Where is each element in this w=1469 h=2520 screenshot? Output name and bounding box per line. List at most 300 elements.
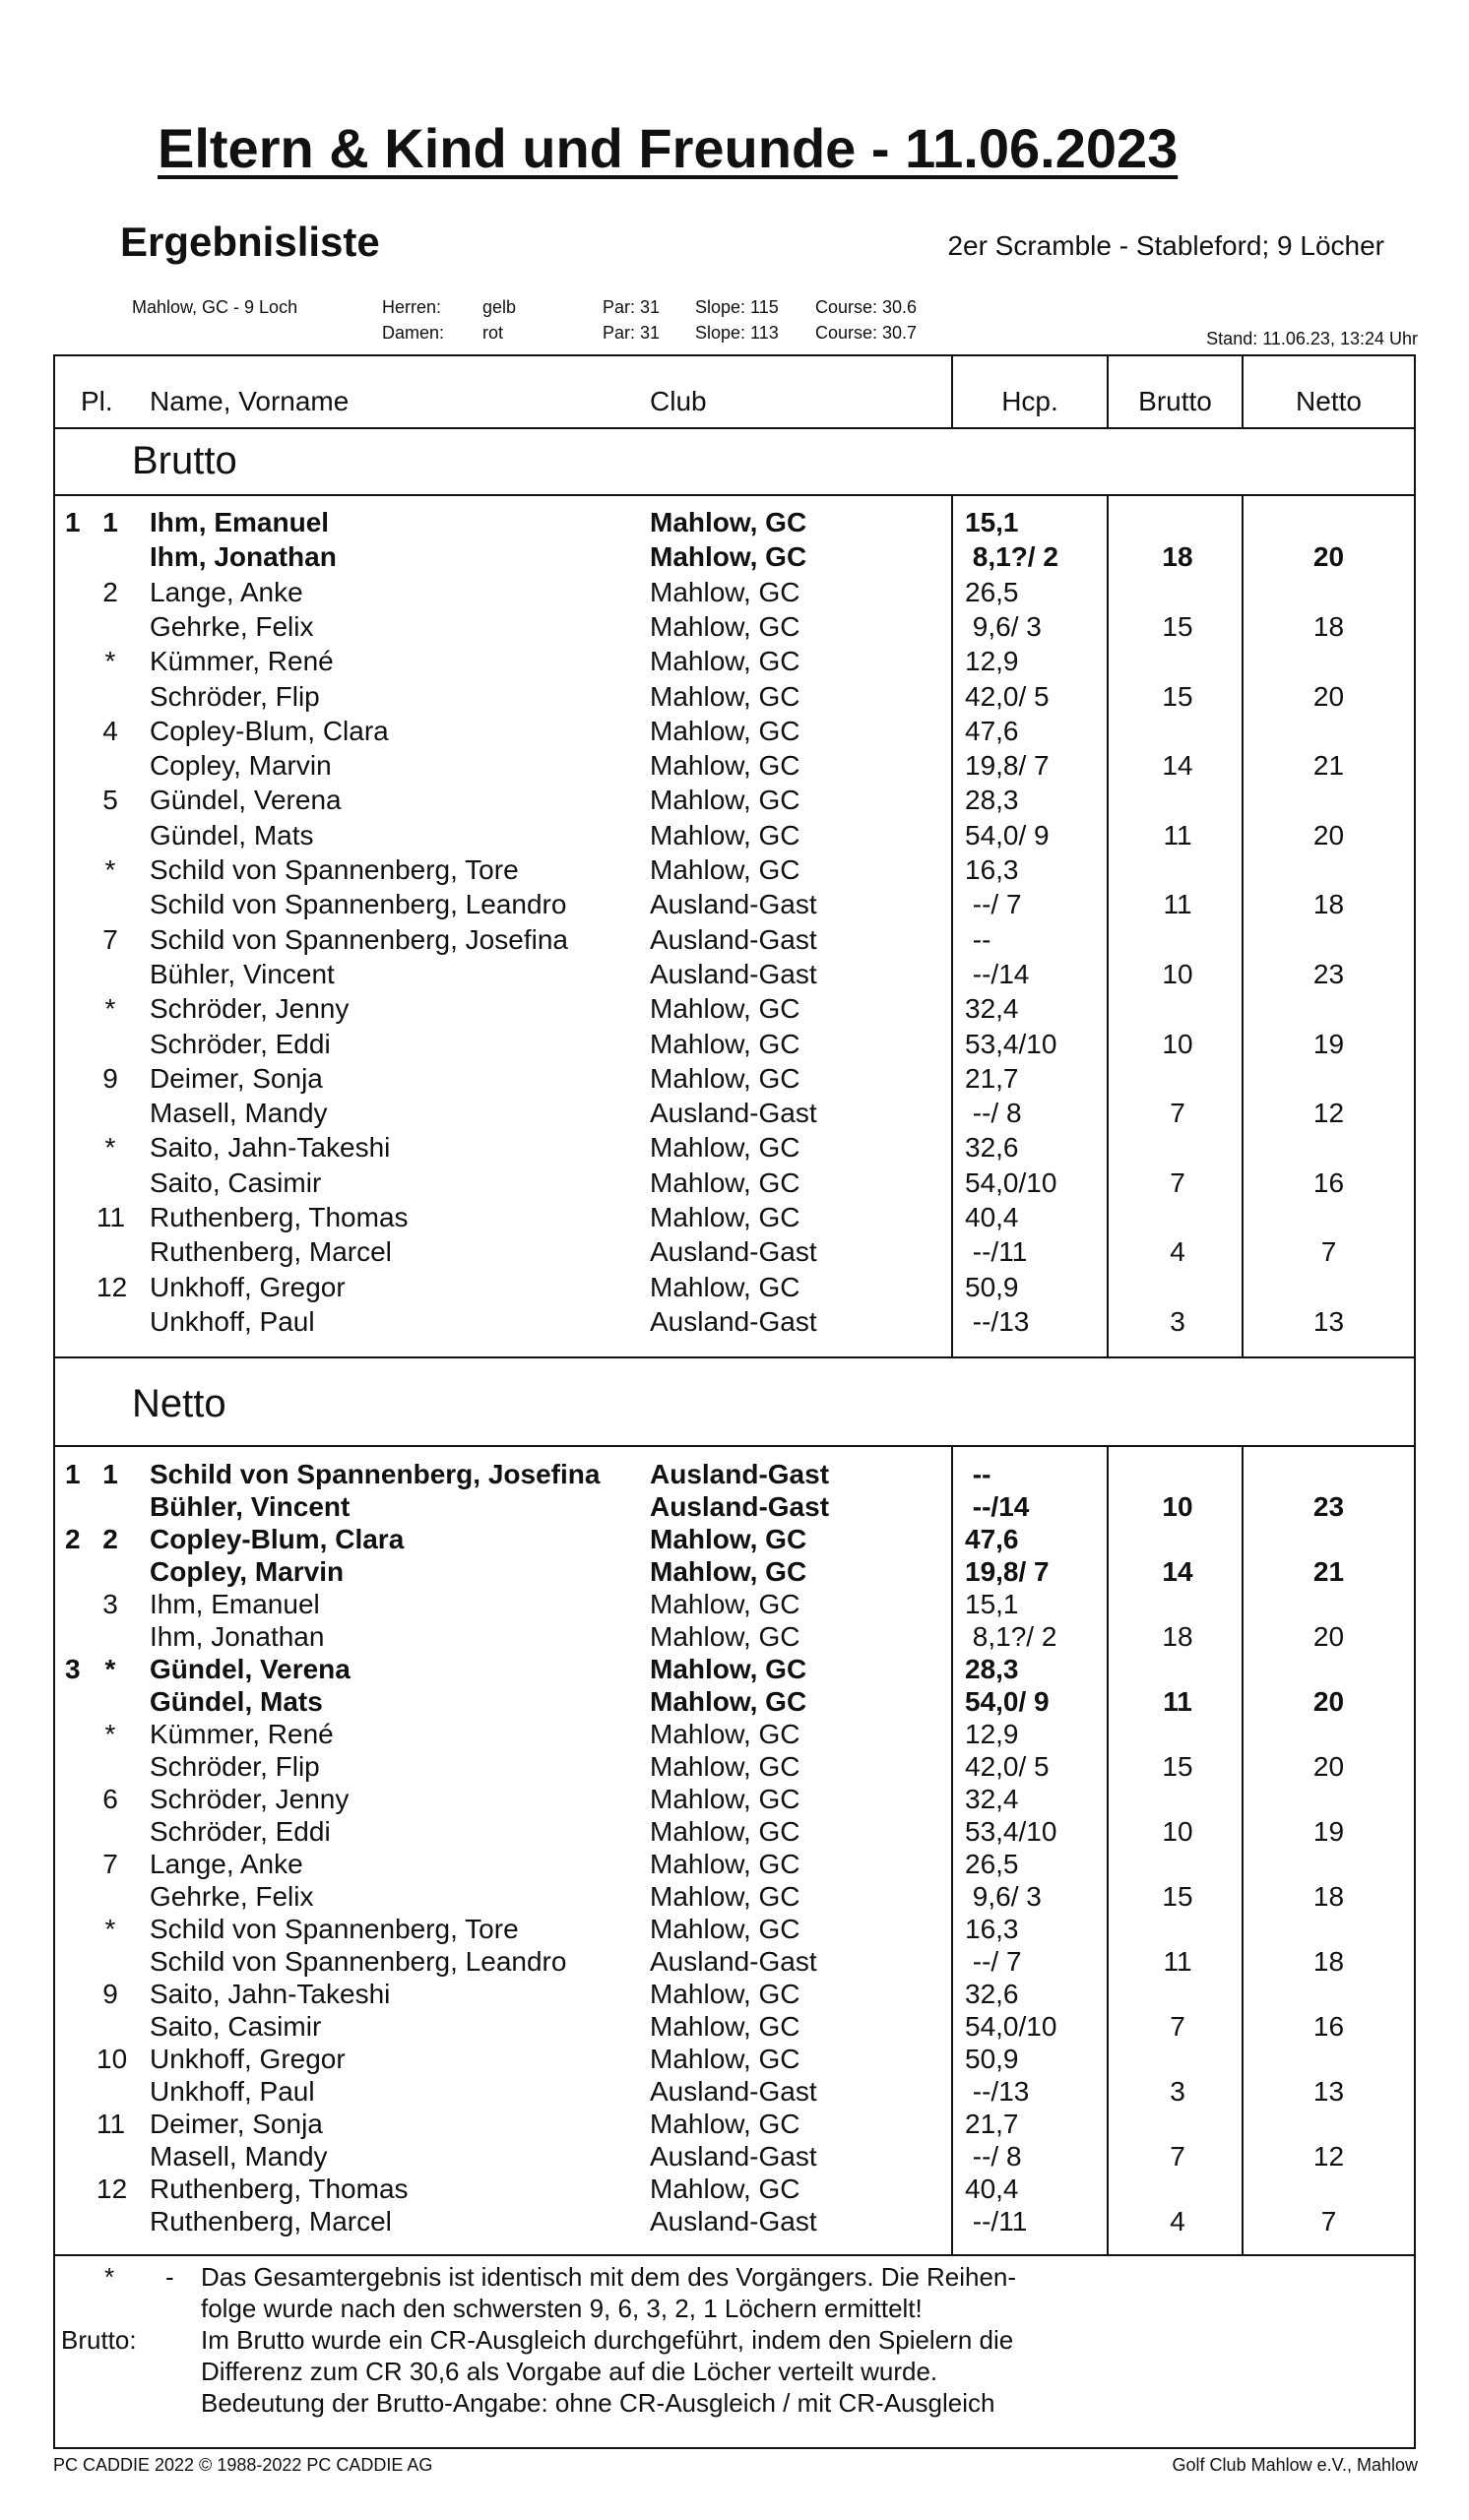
table-row	[55, 959, 1414, 993]
netto-score: 18	[1312, 1946, 1345, 1977]
netto-score: 20	[1312, 680, 1345, 712]
table-row	[55, 993, 1414, 1028]
table-row	[55, 854, 1414, 889]
rank-label: 2	[102, 1524, 118, 1554]
rank-label: 12	[96, 2174, 128, 2204]
club-name: Mahlow, GC	[650, 1654, 807, 1684]
brutto-score: 7	[1170, 1098, 1185, 1129]
table-row	[55, 1881, 1414, 1916]
rank-label: 1	[102, 1459, 118, 1489]
netto-score: 12	[1312, 2141, 1345, 2172]
player-name: Unkhoff, Paul	[150, 1305, 315, 1337]
note-brutto-line: Im Brutto wurde ein CR-Ausgleich durchgeführt, indem den Spielern die	[201, 2325, 1014, 2355]
netto-score: 20	[1312, 1751, 1345, 1782]
club-name: Mahlow, GC	[650, 507, 807, 537]
table-row	[55, 1272, 1414, 1306]
place-label: 3	[65, 1654, 81, 1684]
table-row	[55, 2109, 1414, 2143]
table-row	[55, 716, 1414, 750]
brutto-score: 15	[1162, 1751, 1193, 1782]
rank-label: *	[104, 993, 116, 1025]
handicap-value: 8,1?/ 2	[965, 541, 1058, 573]
rank-label: *	[104, 646, 116, 677]
handicap-value: --/11	[965, 2206, 1028, 2236]
table-row	[55, 2206, 1414, 2240]
header-club: Club	[650, 386, 707, 416]
place-label: 2	[65, 1524, 81, 1554]
table-row	[55, 1029, 1414, 1063]
rank-label: *	[104, 854, 116, 885]
club-name: Mahlow, GC	[650, 1524, 807, 1554]
player-name: Ihm, Jonathan	[150, 541, 337, 573]
table-row	[55, 2174, 1414, 2208]
player-name: Saito, Casimir	[150, 2011, 322, 2042]
handicap-value: --	[965, 923, 991, 955]
club-name: Ausland-Gast	[650, 1098, 817, 1129]
club-name: Mahlow, GC	[650, 1914, 800, 1944]
player-name: Schild von Spannenberg, Tore	[150, 854, 519, 885]
table-row	[55, 1063, 1414, 1098]
player-name: Saito, Jahn-Takeshi	[150, 1132, 391, 1164]
table-row	[55, 1979, 1414, 2013]
note-star-line: Das Gesamtergebnis ist identisch mit dem des Vorgängers. Die Reihen-	[201, 2262, 1017, 2292]
rank-label: *	[104, 1719, 116, 1749]
club-name: Ausland-Gast	[650, 1236, 817, 1268]
player-name: Schild von Spannenberg, Josefina	[150, 1459, 601, 1489]
club-name: Mahlow, GC	[650, 1166, 800, 1198]
netto-score: 23	[1312, 958, 1345, 989]
club-name: Mahlow, GC	[650, 819, 800, 850]
table-row	[55, 1621, 1414, 1656]
player-name: Gündel, Verena	[150, 785, 342, 816]
netto-score: 16	[1312, 2011, 1345, 2042]
player-name: Bühler, Vincent	[150, 958, 335, 989]
handicap-value: 54,0/10	[965, 1166, 1057, 1198]
player-name: Unkhoff, Gregor	[150, 2044, 346, 2074]
netto-score: 18	[1312, 889, 1345, 920]
club-name: Mahlow, GC	[650, 576, 800, 607]
club-name: Mahlow, GC	[650, 1132, 800, 1164]
player-name: Ihm, Emanuel	[150, 1589, 320, 1619]
table-row	[55, 2141, 1414, 2175]
player-name: Ihm, Emanuel	[150, 507, 330, 537]
handicap-value: 53,4/10	[965, 1816, 1057, 1847]
rank-label: 9	[102, 1062, 118, 1094]
handicap-value: --/14	[965, 958, 1030, 989]
brutto-score: 14	[1162, 1556, 1193, 1587]
club-name: Ausland-Gast	[650, 1946, 817, 1977]
club-name: Mahlow, GC	[650, 1028, 800, 1059]
men-course-rating: Course: 30.6	[815, 297, 918, 317]
table-row	[55, 611, 1414, 646]
club-name: Mahlow, GC	[650, 2011, 800, 2042]
player-name: Schröder, Eddi	[150, 1028, 331, 1059]
player-name: Lange, Anke	[150, 576, 303, 607]
club-name: Mahlow, GC	[650, 646, 800, 677]
handicap-value: 26,5	[965, 1849, 1019, 1879]
table-row	[55, 1849, 1414, 1883]
table-row	[55, 1686, 1414, 1721]
handicap-value: 28,3	[965, 1654, 1019, 1684]
player-name: Saito, Casimir	[150, 1166, 322, 1198]
footer-software: PC CADDIE 2022 © 1988-2022 PC CADDIE AG	[53, 2455, 433, 2475]
player-name: Lange, Anke	[150, 1849, 303, 1879]
club-name: Mahlow, GC	[650, 1686, 807, 1717]
table-row	[55, 1946, 1414, 1981]
header-name: Name, Vorname	[150, 386, 350, 416]
handicap-value: 9,6/ 3	[965, 610, 1042, 642]
club-name: Mahlow, GC	[650, 1271, 800, 1302]
rank-label: 9	[102, 1979, 118, 2009]
club-name: Mahlow, GC	[650, 2044, 800, 2074]
rank-label: 4	[102, 715, 118, 746]
note-brutto-line: Bedeutung der Brutto-Angabe: ohne CR-Ausgleich / mit CR-Ausgleich	[201, 2388, 995, 2418]
club-name: Ausland-Gast	[650, 1305, 817, 1337]
table-row	[55, 924, 1414, 959]
page-subtitle: Ergebnisliste	[120, 219, 380, 265]
club-name: Mahlow, GC	[650, 1719, 800, 1749]
club-name: Mahlow, GC	[650, 2174, 800, 2204]
brutto-score: 15	[1162, 1881, 1193, 1912]
rank-label: *	[104, 1914, 116, 1944]
handicap-value: 19,8/ 7	[965, 1556, 1050, 1587]
note-star-label: *	[104, 2262, 115, 2292]
place-label: 1	[65, 1459, 81, 1489]
header-hcp: Hcp.	[1001, 386, 1058, 416]
women-par: Par: 31	[603, 323, 661, 343]
club-name: Mahlow, GC	[650, 1881, 800, 1912]
handicap-value: --/14	[965, 1491, 1030, 1522]
netto-score: 16	[1312, 1166, 1345, 1198]
club-name: Mahlow, GC	[650, 1979, 800, 2009]
netto-score: 19	[1312, 1028, 1345, 1059]
brutto-score: 15	[1162, 680, 1193, 712]
handicap-value: 32,4	[965, 993, 1019, 1025]
rank-label: 11	[96, 2109, 126, 2139]
handicap-value: --/ 8	[965, 1098, 1022, 1129]
rank-label: *	[104, 1654, 116, 1684]
table-row	[55, 681, 1414, 716]
brutto-score: 7	[1170, 2011, 1185, 2042]
note-star-dash: -	[165, 2262, 174, 2292]
table-row	[55, 1914, 1414, 1948]
table-row	[55, 889, 1414, 923]
handicap-value: 53,4/10	[965, 1028, 1057, 1059]
club-name: Mahlow, GC	[650, 2109, 800, 2139]
handicap-value: 47,6	[965, 715, 1019, 746]
brutto-score: 3	[1170, 2076, 1185, 2107]
player-name: Schröder, Jenny	[150, 1784, 350, 1814]
handicap-value: 42,0/ 5	[965, 680, 1050, 712]
player-name: Kümmer, René	[150, 1719, 334, 1749]
player-name: Ruthenberg, Marcel	[150, 1236, 392, 1268]
handicap-value: 26,5	[965, 576, 1019, 607]
netto-score: 21	[1312, 750, 1345, 782]
club-name: Ausland-Gast	[650, 2076, 817, 2107]
handicap-value: --/11	[965, 1236, 1028, 1268]
men-slope: Slope: 115	[695, 297, 779, 317]
handicap-value: 8,1?/ 2	[965, 1621, 1057, 1652]
brutto-score: 14	[1162, 750, 1193, 782]
table-row	[55, 1098, 1414, 1132]
club-name: Ausland-Gast	[650, 958, 817, 989]
table-row	[55, 1816, 1414, 1851]
club-name: Mahlow, GC	[650, 1621, 800, 1652]
table-row	[55, 750, 1414, 785]
handicap-value: 21,7	[965, 1062, 1019, 1094]
handicap-value: --/13	[965, 1305, 1030, 1337]
table-row	[55, 1524, 1414, 1558]
brutto-score: 10	[1162, 958, 1193, 989]
club-name: Ausland-Gast	[650, 2206, 817, 2236]
club-name: Mahlow, GC	[650, 715, 800, 746]
rank-label: 1	[102, 507, 118, 537]
handicap-value: 54,0/10	[965, 2011, 1057, 2042]
netto-score: 7	[1320, 1236, 1337, 1268]
player-name: Unkhoff, Gregor	[150, 1271, 346, 1302]
footer-club: Golf Club Mahlow e.V., Mahlow	[1172, 2455, 1418, 2475]
brutto-score: 10	[1162, 1816, 1193, 1847]
brutto-score: 4	[1170, 1236, 1185, 1268]
brutto-score: 11	[1163, 889, 1192, 920]
handicap-value: 32,6	[965, 1132, 1019, 1164]
men-label: Herren:	[382, 297, 442, 317]
player-name: Copley-Blum, Clara	[150, 1524, 405, 1554]
handicap-value: 50,9	[965, 1271, 1019, 1302]
note-brutto-label: Brutto:	[61, 2325, 137, 2355]
table-row	[55, 577, 1414, 611]
women-slope: Slope: 113	[695, 323, 779, 343]
player-name: Schröder, Flip	[150, 1751, 320, 1782]
player-name: Ruthenberg, Thomas	[150, 2174, 409, 2204]
men-tee: gelb	[482, 297, 517, 317]
handicap-value: 21,7	[965, 2109, 1019, 2139]
table-row	[55, 507, 1414, 541]
table-row	[55, 1459, 1414, 1493]
table-row	[55, 1491, 1414, 1526]
player-name: Masell, Mandy	[150, 1098, 328, 1129]
note-brutto-line: Differenz zum CR 30,6 als Vorgabe auf die Löcher verteilt wurde.	[201, 2357, 938, 2386]
section-title-brutto: Brutto	[132, 439, 237, 482]
brutto-score: 7	[1170, 2141, 1185, 2172]
rank-label: 10	[96, 2044, 128, 2074]
brutto-score: 10	[1162, 1491, 1193, 1522]
rank-label: *	[104, 1132, 116, 1164]
netto-score: 18	[1312, 610, 1345, 642]
player-name: Deimer, Sonja	[150, 2109, 323, 2139]
handicap-value: 28,3	[965, 785, 1019, 816]
handicap-value: 19,8/ 7	[965, 750, 1050, 782]
table-row	[55, 1589, 1414, 1623]
table-row	[55, 2011, 1414, 2046]
netto-score: 7	[1320, 2206, 1337, 2236]
handicap-value: 15,1	[965, 1589, 1019, 1619]
player-name: Copley-Blum, Clara	[150, 715, 389, 746]
header-brutto: Brutto	[1138, 386, 1212, 416]
timestamp: Stand: 11.06.23, 13:24 Uhr	[1206, 329, 1418, 348]
table-row	[55, 541, 1414, 576]
brutto-score: 11	[1163, 819, 1192, 850]
table-row	[55, 1132, 1414, 1166]
brutto-score: 18	[1162, 541, 1193, 573]
women-label: Damen:	[382, 323, 445, 343]
women-course-rating: Course: 30.7	[815, 323, 918, 343]
player-name: Ruthenberg, Thomas	[150, 1202, 409, 1232]
course-name: Mahlow, GC - 9 Loch	[132, 297, 298, 317]
player-name: Ihm, Jonathan	[150, 1621, 325, 1652]
club-name: Ausland-Gast	[650, 1491, 830, 1522]
club-name: Mahlow, GC	[650, 1556, 807, 1587]
rank-label: 7	[102, 923, 118, 955]
handicap-value: 12,9	[965, 646, 1019, 677]
table-row	[55, 2076, 1414, 2110]
table-row	[55, 1556, 1414, 1591]
club-name: Mahlow, GC	[650, 785, 800, 816]
netto-score: 19	[1312, 1816, 1345, 1847]
handicap-value: --/ 8	[965, 2141, 1022, 2172]
netto-score: 20	[1312, 1686, 1345, 1717]
player-name: Masell, Mandy	[150, 2141, 328, 2172]
results-table	[53, 354, 1416, 2449]
club-name: Mahlow, GC	[650, 1062, 800, 1094]
table-row	[55, 1167, 1414, 1202]
table-row	[55, 1306, 1414, 1341]
brutto-score: 11	[1163, 1686, 1192, 1717]
section-title-netto: Netto	[132, 1382, 226, 1425]
player-name: Schröder, Eddi	[150, 1816, 331, 1847]
men-par: Par: 31	[603, 297, 661, 317]
club-name: Ausland-Gast	[650, 2141, 817, 2172]
player-name: Copley, Marvin	[150, 750, 332, 782]
handicap-value: 50,9	[965, 2044, 1019, 2074]
table-row	[55, 1654, 1414, 1688]
brutto-score: 4	[1170, 2206, 1185, 2236]
handicap-value: 54,0/ 9	[965, 1686, 1050, 1717]
handicap-value: --/ 7	[965, 1946, 1022, 1977]
player-name: Schröder, Jenny	[150, 993, 350, 1025]
handicap-value: 16,3	[965, 854, 1019, 885]
club-name: Mahlow, GC	[650, 1589, 800, 1619]
handicap-value: 15,1	[965, 507, 1019, 537]
club-name: Mahlow, GC	[650, 680, 800, 712]
player-name: Schild von Spannenberg, Josefina	[150, 923, 568, 955]
women-tee: rot	[482, 323, 504, 343]
club-name: Ausland-Gast	[650, 1459, 830, 1489]
tournament-format: 2er Scramble - Stableford; 9 Löcher	[947, 230, 1384, 261]
table-row	[55, 1784, 1414, 1818]
divider	[55, 1356, 1414, 1358]
netto-score: 21	[1312, 1556, 1345, 1587]
netto-score: 18	[1312, 1881, 1345, 1912]
handicap-value: 42,0/ 5	[965, 1751, 1050, 1782]
club-name: Mahlow, GC	[650, 541, 807, 573]
rank-label: 3	[102, 1589, 118, 1619]
club-name: Mahlow, GC	[650, 1784, 800, 1814]
header-netto: Netto	[1296, 386, 1362, 416]
player-name: Copley, Marvin	[150, 1556, 345, 1587]
netto-score: 13	[1312, 2076, 1345, 2107]
handicap-value: --/13	[965, 2076, 1030, 2107]
place-label: 1	[65, 507, 81, 537]
handicap-value: 12,9	[965, 1719, 1019, 1749]
player-name: Unkhoff, Paul	[150, 2076, 315, 2107]
brutto-score: 18	[1162, 1621, 1193, 1652]
player-name: Schild von Spannenberg, Leandro	[150, 889, 567, 920]
rank-label: 7	[102, 1849, 118, 1879]
player-name: Schröder, Flip	[150, 680, 320, 712]
rank-label: 6	[102, 1784, 118, 1814]
club-name: Mahlow, GC	[650, 854, 800, 885]
club-name: Mahlow, GC	[650, 610, 800, 642]
club-name: Mahlow, GC	[650, 1849, 800, 1879]
netto-score: 23	[1312, 1491, 1345, 1522]
netto-score: 12	[1312, 1098, 1345, 1129]
player-name: Kümmer, René	[150, 646, 334, 677]
handicap-value: 47,6	[965, 1524, 1019, 1554]
brutto-score: 7	[1170, 1166, 1185, 1198]
page-title: Eltern & Kind und Freunde - 11.06.2023	[158, 117, 1179, 179]
player-name: Saito, Jahn-Takeshi	[150, 1979, 391, 2009]
player-name: Ruthenberg, Marcel	[150, 2206, 392, 2236]
table-row	[55, 1236, 1414, 1271]
divider	[55, 427, 1414, 429]
divider	[55, 1445, 1414, 1447]
divider	[55, 494, 1414, 496]
handicap-value: 40,4	[965, 1202, 1019, 1232]
table-row	[55, 1719, 1414, 1753]
player-name: Gündel, Verena	[150, 1654, 351, 1684]
rank-label: 11	[96, 1202, 126, 1232]
player-name: Bühler, Vincent	[150, 1491, 351, 1522]
header-place: Pl.	[81, 386, 113, 416]
table-row	[55, 2044, 1414, 2078]
rank-label: 2	[102, 576, 118, 607]
club-name: Mahlow, GC	[650, 1202, 800, 1232]
handicap-value: 16,3	[965, 1914, 1019, 1944]
player-name: Gehrke, Felix	[150, 610, 314, 642]
player-name: Deimer, Sonja	[150, 1062, 323, 1094]
table-row	[55, 785, 1414, 819]
brutto-score: 3	[1170, 1305, 1185, 1337]
club-name: Ausland-Gast	[650, 889, 817, 920]
handicap-value: --/ 7	[965, 889, 1022, 920]
club-name: Ausland-Gast	[650, 923, 817, 955]
club-name: Mahlow, GC	[650, 1816, 800, 1847]
player-name: Schild von Spannenberg, Tore	[150, 1914, 519, 1944]
player-name: Gündel, Mats	[150, 1686, 323, 1717]
note-star-line: folge wurde nach den schwersten 9, 6, 3, 2, 1 Löchern ermittelt!	[201, 2294, 923, 2323]
club-name: Mahlow, GC	[650, 1751, 800, 1782]
handicap-value: 32,4	[965, 1784, 1019, 1814]
handicap-value: --	[965, 1459, 991, 1489]
brutto-score: 15	[1162, 610, 1193, 642]
handicap-value: 32,6	[965, 1979, 1019, 2009]
table-row	[55, 1751, 1414, 1786]
netto-score: 20	[1312, 1621, 1345, 1652]
club-name: Mahlow, GC	[650, 993, 800, 1025]
table-row	[55, 1202, 1414, 1236]
handicap-value: 9,6/ 3	[965, 1881, 1042, 1912]
player-name: Schild von Spannenberg, Leandro	[150, 1946, 567, 1977]
handicap-value: 40,4	[965, 2174, 1019, 2204]
brutto-score: 11	[1163, 1946, 1192, 1977]
brutto-score: 10	[1162, 1028, 1193, 1059]
club-name: Mahlow, GC	[650, 750, 800, 782]
player-name: Gehrke, Felix	[150, 1881, 314, 1912]
rank-label: 12	[96, 1271, 128, 1302]
divider	[55, 2254, 1414, 2256]
handicap-value: 54,0/ 9	[965, 819, 1050, 850]
